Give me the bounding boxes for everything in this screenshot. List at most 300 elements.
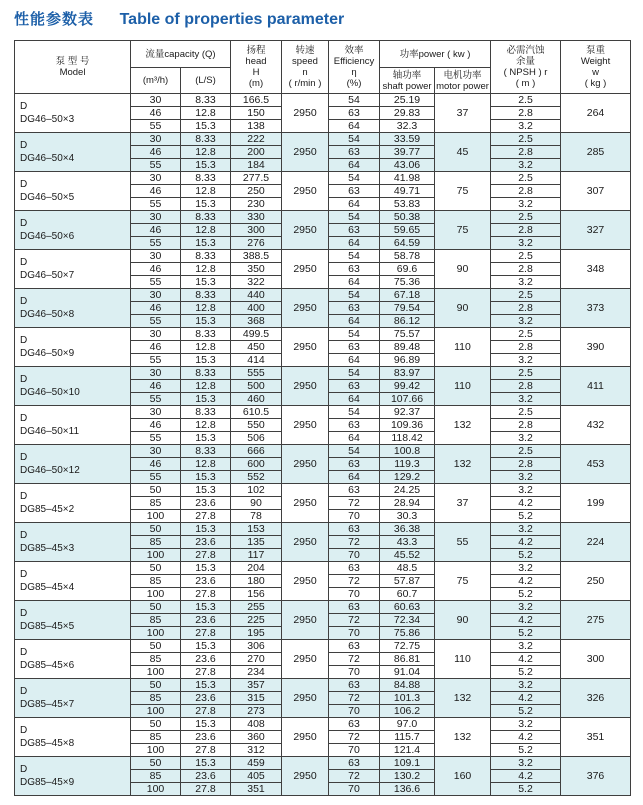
cell-capacity-ls: 15.3 (181, 718, 231, 731)
cell-efficiency: 70 (329, 627, 380, 640)
cell-head: 388.5 (231, 250, 282, 263)
cell-model (15, 523, 131, 562)
cell-capacity-ls: 8.33 (181, 289, 231, 302)
cell-npsh: 3.2 (491, 315, 561, 328)
cell-capacity-m3h: 30 (131, 211, 181, 224)
cell-efficiency: 64 (329, 393, 380, 406)
cell-npsh: 3.2 (491, 159, 561, 172)
cell-npsh: 3.2 (491, 471, 561, 484)
header-head-en: head (245, 56, 267, 67)
cell-speed: 2950 (282, 172, 329, 211)
model-prefix: D (20, 530, 28, 541)
cell-head: 414 (231, 354, 282, 367)
cell-capacity-m3h: 50 (131, 640, 181, 653)
cell-capacity-ls: 27.8 (181, 627, 231, 640)
cell-efficiency: 72 (329, 692, 380, 705)
cell-model (15, 406, 131, 445)
cell-weight: 199 (561, 484, 631, 523)
cell-head: 550 (231, 419, 282, 432)
cell-efficiency: 63 (329, 185, 380, 198)
cell-capacity-ls: 27.8 (181, 744, 231, 757)
cell-head: 440 (231, 289, 282, 302)
model-name: DG46–50×11 (20, 426, 80, 437)
cell-shaft-power: 106.2 (380, 705, 435, 718)
cell-shaft-power: 60.7 (380, 588, 435, 601)
cell-capacity-ls: 15.3 (181, 679, 231, 692)
cell-capacity-ls: 23.6 (181, 536, 231, 549)
page-title (14, 6, 344, 32)
cell-npsh: 3.2 (491, 601, 561, 614)
cell-shaft-power: 96.89 (380, 354, 435, 367)
table-row (15, 523, 631, 536)
cell-model (15, 445, 131, 484)
cell-motor-power: 160 (435, 757, 491, 796)
cell-weight: 300 (561, 640, 631, 679)
cell-head: 225 (231, 614, 282, 627)
cell-capacity-ls: 15.3 (181, 757, 231, 770)
header-npsh (491, 41, 561, 94)
cell-speed: 2950 (282, 679, 329, 718)
cell-capacity-m3h: 55 (131, 198, 181, 211)
table-row (15, 718, 631, 731)
cell-head: 322 (231, 276, 282, 289)
cell-capacity-m3h: 30 (131, 328, 181, 341)
cell-npsh: 5.2 (491, 705, 561, 718)
cell-npsh: 2.5 (491, 289, 561, 302)
cell-capacity-m3h: 85 (131, 575, 181, 588)
cell-head: 400 (231, 302, 282, 315)
cell-shaft-power: 36.38 (380, 523, 435, 536)
model-prefix: D (20, 491, 28, 502)
cell-head: 117 (231, 549, 282, 562)
cell-capacity-ls: 15.3 (181, 276, 231, 289)
cell-head: 405 (231, 770, 282, 783)
cell-capacity-m3h: 50 (131, 679, 181, 692)
model-prefix: D (20, 101, 28, 112)
cell-head: 273 (231, 705, 282, 718)
cell-npsh: 3.2 (491, 718, 561, 731)
cell-shaft-power: 101.3 (380, 692, 435, 705)
table-row (15, 250, 631, 263)
cell-shaft-power: 89.48 (380, 341, 435, 354)
cell-capacity-m3h: 55 (131, 354, 181, 367)
model-name: DG85–45×8 (20, 738, 75, 749)
cell-capacity-ls: 12.8 (181, 107, 231, 120)
model-name: DG46–50×5 (20, 192, 75, 203)
cell-npsh: 3.2 (491, 484, 561, 497)
header-weight-cn: 泵重 (586, 45, 606, 56)
header-weight-unit: ( kg ) (584, 78, 607, 89)
table-row (15, 445, 631, 458)
table-row (15, 406, 631, 419)
model-prefix: D (20, 179, 28, 190)
header-weight-symbol: w (592, 67, 599, 78)
cell-shaft-power: 72.75 (380, 640, 435, 653)
cell-motor-power: 132 (435, 445, 491, 484)
cell-shaft-power: 29.83 (380, 107, 435, 120)
cell-npsh: 5.2 (491, 510, 561, 523)
cell-speed: 2950 (282, 133, 329, 172)
model-prefix: D (20, 413, 28, 424)
cell-capacity-ls: 15.3 (181, 120, 231, 133)
cell-efficiency: 72 (329, 653, 380, 666)
model-prefix: D (20, 218, 28, 229)
cell-shaft-power: 58.78 (380, 250, 435, 263)
model-prefix: D (20, 335, 28, 346)
cell-weight: 432 (561, 406, 631, 445)
title-english: Table of properties parameter (119, 11, 345, 28)
cell-capacity-m3h: 55 (131, 120, 181, 133)
cell-shaft-power: 119.3 (380, 458, 435, 471)
cell-model (15, 289, 131, 328)
cell-capacity-ls: 23.6 (181, 731, 231, 744)
cell-npsh: 5.2 (491, 588, 561, 601)
cell-motor-power: 110 (435, 367, 491, 406)
cell-shaft-power: 97.0 (380, 718, 435, 731)
cell-shaft-power: 32.3 (380, 120, 435, 133)
cell-npsh: 3.2 (491, 757, 561, 770)
cell-efficiency: 64 (329, 198, 380, 211)
cell-head: 195 (231, 627, 282, 640)
cell-capacity-ls: 12.8 (181, 263, 231, 276)
cell-shaft-power: 130.2 (380, 770, 435, 783)
cell-head: 460 (231, 393, 282, 406)
cell-efficiency: 70 (329, 783, 380, 796)
cell-npsh: 2.8 (491, 458, 561, 471)
cell-capacity-ls: 8.33 (181, 406, 231, 419)
cell-capacity-m3h: 46 (131, 224, 181, 237)
cell-efficiency: 54 (329, 94, 380, 107)
cell-npsh: 2.8 (491, 263, 561, 276)
cell-capacity-ls: 15.3 (181, 432, 231, 445)
cell-npsh: 2.5 (491, 211, 561, 224)
cell-head: 555 (231, 367, 282, 380)
cell-head: 255 (231, 601, 282, 614)
cell-shaft-power: 107.66 (380, 393, 435, 406)
cell-npsh: 2.5 (491, 250, 561, 263)
cell-capacity-ls: 8.33 (181, 445, 231, 458)
cell-npsh: 2.5 (491, 172, 561, 185)
cell-capacity-ls: 12.8 (181, 302, 231, 315)
model-name: DG46–50×7 (20, 270, 75, 281)
table-body (15, 94, 631, 796)
cell-head: 234 (231, 666, 282, 679)
cell-motor-power: 132 (435, 718, 491, 757)
cell-shaft-power: 136.6 (380, 783, 435, 796)
cell-capacity-ls: 15.3 (181, 198, 231, 211)
cell-head: 250 (231, 185, 282, 198)
header-head-cn: 扬程 (246, 45, 266, 56)
cell-efficiency: 54 (329, 328, 380, 341)
cell-head: 277.5 (231, 172, 282, 185)
cell-speed: 2950 (282, 640, 329, 679)
cell-head: 500 (231, 380, 282, 393)
cell-motor-power: 75 (435, 172, 491, 211)
cell-shaft-power: 109.36 (380, 419, 435, 432)
cell-capacity-m3h: 46 (131, 419, 181, 432)
cell-head: 78 (231, 510, 282, 523)
cell-capacity-ls: 15.3 (181, 484, 231, 497)
cell-capacity-m3h: 55 (131, 471, 181, 484)
cell-capacity-m3h: 46 (131, 263, 181, 276)
header-head-unit: (m) (248, 78, 264, 89)
cell-capacity-ls: 15.3 (181, 562, 231, 575)
cell-shaft-power: 43.06 (380, 159, 435, 172)
cell-npsh: 3.2 (491, 198, 561, 211)
model-prefix: D (20, 140, 28, 151)
cell-capacity-m3h: 50 (131, 562, 181, 575)
cell-efficiency: 64 (329, 159, 380, 172)
cell-npsh: 4.2 (491, 614, 561, 627)
cell-weight: 326 (561, 679, 631, 718)
cell-npsh: 2.8 (491, 341, 561, 354)
cell-npsh: 5.2 (491, 783, 561, 796)
model-prefix: D (20, 452, 28, 463)
cell-model (15, 94, 131, 133)
cell-efficiency: 72 (329, 770, 380, 783)
cell-motor-power: 45 (435, 133, 491, 172)
table-row (15, 211, 631, 224)
cell-head: 200 (231, 146, 282, 159)
cell-capacity-ls: 23.6 (181, 575, 231, 588)
cell-capacity-m3h: 30 (131, 367, 181, 380)
cell-head: 90 (231, 497, 282, 510)
cell-npsh: 2.5 (491, 94, 561, 107)
model-name: DG46–50×8 (20, 309, 75, 320)
cell-capacity-m3h: 30 (131, 133, 181, 146)
cell-shaft-power: 115.7 (380, 731, 435, 744)
cell-speed: 2950 (282, 445, 329, 484)
cell-head: 315 (231, 692, 282, 705)
header-motor-en: motor power (436, 80, 489, 92)
cell-efficiency: 70 (329, 549, 380, 562)
cell-efficiency: 54 (329, 250, 380, 263)
cell-weight: 275 (561, 601, 631, 640)
cell-head: 153 (231, 523, 282, 536)
header-weight (561, 41, 631, 94)
cell-npsh: 4.2 (491, 770, 561, 783)
cell-weight: 376 (561, 757, 631, 796)
cell-capacity-m3h: 85 (131, 692, 181, 705)
cell-npsh: 3.2 (491, 432, 561, 445)
cell-npsh: 3.2 (491, 276, 561, 289)
cell-shaft-power: 91.04 (380, 666, 435, 679)
cell-efficiency: 72 (329, 575, 380, 588)
header-npsh-cn1: 必需汽蚀 (506, 45, 545, 56)
cell-capacity-ls: 12.8 (181, 341, 231, 354)
cell-capacity-m3h: 85 (131, 536, 181, 549)
cell-capacity-m3h: 55 (131, 159, 181, 172)
cell-head: 351 (231, 783, 282, 796)
cell-weight: 285 (561, 133, 631, 172)
cell-head: 180 (231, 575, 282, 588)
cell-shaft-power: 33.59 (380, 133, 435, 146)
header-model (15, 41, 131, 94)
title-chinese: 性能参数表 (14, 10, 95, 28)
cell-head: 184 (231, 159, 282, 172)
cell-capacity-ls: 12.8 (181, 224, 231, 237)
cell-head: 357 (231, 679, 282, 692)
cell-model (15, 328, 131, 367)
cell-head: 600 (231, 458, 282, 471)
cell-capacity-ls: 15.3 (181, 354, 231, 367)
header-shaft-power (380, 68, 435, 94)
cell-npsh: 2.5 (491, 367, 561, 380)
cell-efficiency: 72 (329, 614, 380, 627)
cell-capacity-m3h: 100 (131, 588, 181, 601)
cell-capacity-m3h: 30 (131, 406, 181, 419)
cell-npsh: 2.8 (491, 302, 561, 315)
model-name: DG85–45×9 (20, 777, 75, 788)
cell-capacity-m3h: 46 (131, 185, 181, 198)
cell-capacity-ls: 12.8 (181, 185, 231, 198)
cell-efficiency: 70 (329, 510, 380, 523)
header-capacity-m3h: (m³/h) (131, 68, 181, 94)
cell-npsh: 3.2 (491, 237, 561, 250)
cell-shaft-power: 86.81 (380, 653, 435, 666)
header-npsh-unit: ( m ) (515, 78, 536, 89)
cell-weight: 348 (561, 250, 631, 289)
cell-shaft-power: 49.71 (380, 185, 435, 198)
table-row (15, 484, 631, 497)
cell-efficiency: 63 (329, 419, 380, 432)
cell-efficiency: 63 (329, 263, 380, 276)
cell-capacity-m3h: 85 (131, 653, 181, 666)
cell-capacity-m3h: 55 (131, 432, 181, 445)
cell-efficiency: 63 (329, 302, 380, 315)
cell-capacity-m3h: 55 (131, 315, 181, 328)
cell-capacity-m3h: 30 (131, 289, 181, 302)
cell-npsh: 2.8 (491, 419, 561, 432)
cell-capacity-ls: 8.33 (181, 367, 231, 380)
cell-model (15, 133, 131, 172)
model-name: DG85–45×4 (20, 582, 75, 593)
cell-npsh: 5.2 (491, 666, 561, 679)
cell-capacity-ls: 12.8 (181, 419, 231, 432)
cell-shaft-power: 69.6 (380, 263, 435, 276)
cell-capacity-ls: 23.6 (181, 770, 231, 783)
cell-speed: 2950 (282, 328, 329, 367)
cell-model (15, 718, 131, 757)
cell-capacity-ls: 8.33 (181, 328, 231, 341)
cell-capacity-m3h: 46 (131, 146, 181, 159)
cell-capacity-ls: 15.3 (181, 523, 231, 536)
cell-capacity-ls: 8.33 (181, 172, 231, 185)
cell-efficiency: 64 (329, 315, 380, 328)
cell-efficiency: 64 (329, 354, 380, 367)
cell-efficiency: 63 (329, 224, 380, 237)
cell-efficiency: 70 (329, 744, 380, 757)
cell-capacity-ls: 8.33 (181, 94, 231, 107)
cell-npsh: 4.2 (491, 692, 561, 705)
header-speed-symbol: n (302, 67, 308, 78)
cell-npsh: 3.2 (491, 523, 561, 536)
cell-shaft-power: 75.36 (380, 276, 435, 289)
cell-efficiency: 63 (329, 458, 380, 471)
model-name: DG46–50×6 (20, 231, 75, 242)
header-model-cn: 泵 型 号 (55, 56, 90, 67)
cell-capacity-m3h: 85 (131, 731, 181, 744)
header-speed-unit: ( r/min ) (288, 78, 322, 89)
cell-speed: 2950 (282, 367, 329, 406)
cell-shaft-power: 129.2 (380, 471, 435, 484)
cell-shaft-power: 59.65 (380, 224, 435, 237)
header-motor-power (435, 68, 491, 94)
cell-efficiency: 54 (329, 172, 380, 185)
cell-speed: 2950 (282, 484, 329, 523)
header-speed-cn: 转速 (295, 45, 315, 56)
cell-shaft-power: 28.94 (380, 497, 435, 510)
cell-shaft-power: 109.1 (380, 757, 435, 770)
table-row (15, 328, 631, 341)
cell-capacity-m3h: 100 (131, 744, 181, 757)
cell-shaft-power: 50.38 (380, 211, 435, 224)
cell-npsh: 2.8 (491, 107, 561, 120)
header-capacity-ls: (L/S) (181, 68, 231, 94)
header-npsh-en: ( NPSH ) r (503, 67, 548, 78)
cell-motor-power: 37 (435, 94, 491, 133)
cell-efficiency: 54 (329, 211, 380, 224)
cell-efficiency: 63 (329, 107, 380, 120)
cell-speed: 2950 (282, 289, 329, 328)
cell-motor-power: 55 (435, 523, 491, 562)
cell-shaft-power: 57.87 (380, 575, 435, 588)
cell-motor-power: 90 (435, 250, 491, 289)
cell-efficiency: 70 (329, 705, 380, 718)
cell-head: 138 (231, 120, 282, 133)
cell-npsh: 5.2 (491, 627, 561, 640)
cell-npsh: 2.5 (491, 445, 561, 458)
cell-head: 330 (231, 211, 282, 224)
cell-efficiency: 63 (329, 718, 380, 731)
cell-capacity-ls: 27.8 (181, 783, 231, 796)
cell-efficiency: 63 (329, 601, 380, 614)
cell-weight: 264 (561, 94, 631, 133)
model-prefix: D (20, 608, 28, 619)
cell-capacity-ls: 12.8 (181, 146, 231, 159)
model-prefix: D (20, 257, 28, 268)
cell-capacity-m3h: 30 (131, 94, 181, 107)
cell-npsh: 4.2 (491, 575, 561, 588)
cell-head: 450 (231, 341, 282, 354)
cell-capacity-ls: 15.3 (181, 471, 231, 484)
cell-capacity-m3h: 50 (131, 484, 181, 497)
cell-speed: 2950 (282, 601, 329, 640)
cell-npsh: 4.2 (491, 653, 561, 666)
cell-shaft-power: 64.59 (380, 237, 435, 250)
cell-capacity-m3h: 50 (131, 601, 181, 614)
header-speed (282, 41, 329, 94)
header-capacity: 流量capacity (Q) (131, 41, 231, 68)
cell-efficiency: 70 (329, 588, 380, 601)
header-efficiency-cn: 效率 (344, 45, 364, 56)
cell-speed: 2950 (282, 211, 329, 250)
cell-motor-power: 90 (435, 289, 491, 328)
cell-head: 552 (231, 471, 282, 484)
cell-shaft-power: 100.8 (380, 445, 435, 458)
cell-model (15, 367, 131, 406)
cell-npsh: 3.2 (491, 562, 561, 575)
model-prefix: D (20, 725, 28, 736)
cell-head: 135 (231, 536, 282, 549)
cell-model (15, 601, 131, 640)
cell-capacity-ls: 23.6 (181, 497, 231, 510)
cell-shaft-power: 24.25 (380, 484, 435, 497)
cell-shaft-power: 92.37 (380, 406, 435, 419)
cell-shaft-power: 48.5 (380, 562, 435, 575)
cell-capacity-m3h: 100 (131, 510, 181, 523)
cell-capacity-ls: 15.3 (181, 159, 231, 172)
